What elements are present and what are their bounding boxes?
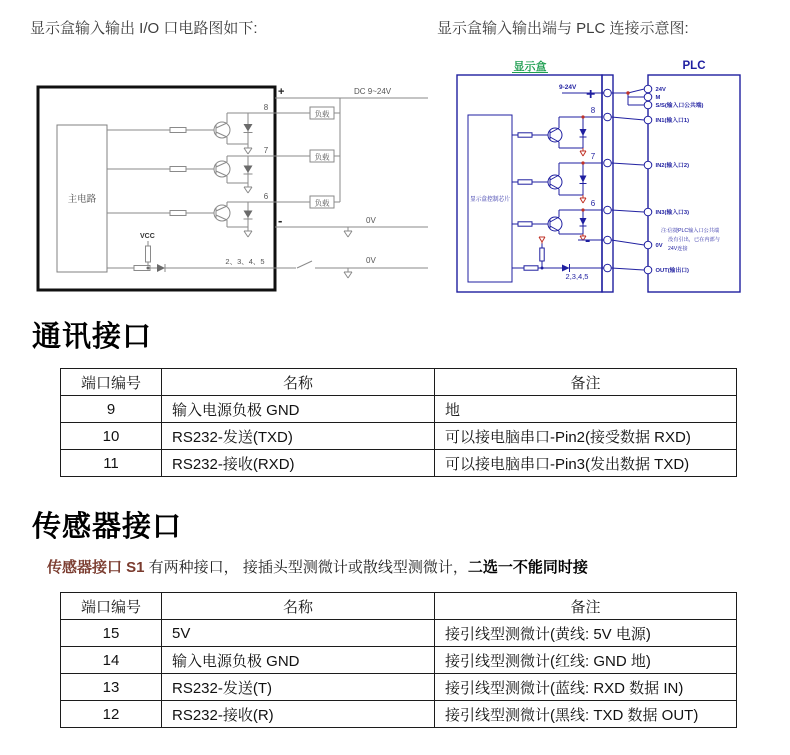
- plus-terminal-label: +: [586, 86, 596, 103]
- cell-name: RS232-接收(R): [162, 701, 435, 728]
- cell-note: 接引线型测微计(红线: GND 地): [435, 647, 737, 674]
- plc-pin-label: IN1(输入口1): [655, 118, 689, 124]
- plc-note-line: 没有引出，已在内部与: [668, 237, 720, 243]
- cell-note: 接引线型测微计(黑线: TXD 数据 OUT): [435, 701, 737, 728]
- cell-note: 接引线型测微计(黄线: 5V 电源): [435, 620, 737, 647]
- diode-icon: [244, 166, 253, 175]
- header-port-number: 端口编号: [61, 593, 162, 620]
- cell-note: 接引线型测微计(蓝线: RXD 数据 IN): [435, 674, 737, 701]
- cell-name: RS232-接收(RXD): [162, 450, 435, 477]
- plc-connection-wires: [611, 89, 644, 270]
- external-wiring: [107, 98, 428, 278]
- ground-icon: [344, 268, 352, 278]
- header-name: 名称: [162, 369, 435, 396]
- transistor-unit-icon: [107, 156, 275, 193]
- cell-name: 输入电源负极 GND: [162, 647, 435, 674]
- sensor-port-table: [60, 592, 737, 728]
- ground-icon: [580, 148, 586, 156]
- vcc-label: VCC: [140, 233, 155, 240]
- load-label: 负载: [314, 109, 330, 119]
- display-box: [457, 75, 613, 292]
- cell-note: 地: [435, 396, 737, 423]
- cell-note: 可以接电脑串口-Pin3(发出数据 TXD): [435, 450, 737, 477]
- plc-title: PLC: [682, 60, 706, 72]
- main-circuit-label: 主电路: [67, 194, 97, 205]
- diode-icon: [580, 129, 587, 137]
- plc-note: [661, 226, 720, 252]
- io-circuit-diagram: [30, 80, 430, 295]
- pin8-label: 8: [590, 106, 596, 115]
- diode-icon: [562, 264, 570, 272]
- caption-io-circuit: 显示盒输入输出 I/O 口电路图如下:: [30, 20, 258, 37]
- comm-port-table: [60, 368, 737, 477]
- cell-name: 输入电源负极 GND: [162, 396, 435, 423]
- plc-pin-label: IN3(输入口3): [655, 210, 689, 216]
- sensor-intro-mid: 有两种接口， 接插头型测微计或散线型测微计，: [144, 559, 468, 576]
- minus-terminal-label: -: [585, 232, 591, 249]
- plc-pin-label: M: [655, 95, 661, 101]
- plc-pin-label: OUT(输出口): [655, 268, 689, 274]
- cell-port: 12: [61, 701, 162, 728]
- load-label: 负载: [314, 198, 330, 208]
- plc-pin-label: 24V: [655, 87, 666, 93]
- plc-pin-label: 0V: [655, 243, 663, 249]
- cell-name: RS232-发送(TXD): [162, 423, 435, 450]
- bottom-pins-label: 2、3、4、5: [225, 257, 265, 266]
- sensor-intro-lead: 传感器接口 S1: [47, 559, 145, 576]
- table-row: [61, 620, 737, 647]
- table-row: [61, 450, 737, 477]
- cell-port: 13: [61, 674, 162, 701]
- load-label: 负载: [314, 152, 330, 162]
- control-chip-box: [468, 115, 512, 282]
- display-box-title: 显示盒: [513, 61, 547, 73]
- ground-icon: [244, 227, 252, 237]
- table-row: [61, 423, 737, 450]
- diode-icon: [580, 218, 587, 226]
- ground-icon: [244, 144, 252, 154]
- minus-terminal-label: -: [278, 213, 283, 228]
- ground-icon: [244, 183, 252, 193]
- zero-v-label: 0V: [366, 216, 376, 225]
- caption-plc-connection: 显示盒输入输出端与 PLC 连接示意图:: [437, 20, 689, 37]
- cell-name: 5V: [162, 620, 435, 647]
- header-note: 备注: [435, 369, 737, 396]
- terminal-strip: [602, 75, 613, 292]
- pin6-label: 6: [590, 199, 596, 208]
- ground-icon: [539, 237, 545, 244]
- cell-port: 9: [61, 396, 162, 423]
- dc-supply-label: DC 9~24V: [354, 87, 392, 96]
- table-row: [61, 701, 737, 728]
- table-row: [61, 647, 737, 674]
- header-note: 备注: [435, 593, 737, 620]
- ground-icon: [580, 195, 586, 203]
- sensor-intro-tail: 二选一不能同时接: [467, 559, 588, 576]
- table-header-row: [61, 369, 737, 396]
- diode-icon: [580, 176, 587, 184]
- cell-port: 14: [61, 647, 162, 674]
- pin6-label: 6: [263, 192, 269, 201]
- comm-section-heading: 通讯接口: [32, 321, 153, 353]
- cell-note: 可以接电脑串口-Pin2(接受数据 RXD): [435, 423, 737, 450]
- diode-icon: [244, 211, 253, 220]
- pin7-label: 7: [263, 146, 269, 155]
- pin7-label: 7: [590, 152, 596, 161]
- ground-icon: [344, 227, 352, 237]
- sensor-section-heading: 传感器接口: [32, 511, 183, 543]
- cell-port: 10: [61, 423, 162, 450]
- cell-port: 11: [61, 450, 162, 477]
- pin8-label: 8: [263, 103, 269, 112]
- table-header-row: [61, 593, 737, 620]
- control-chip-label: 显示盒控制芯片: [470, 197, 513, 203]
- plc-note-line: 24V连接: [668, 246, 688, 252]
- bottom-pins-label: 2,3,4,5: [565, 272, 589, 281]
- plc-pin-label: S/S(输入口公共端): [655, 103, 704, 109]
- transistor-unit-icon: [107, 113, 275, 154]
- diode-icon: [244, 124, 253, 133]
- diode-icon: [157, 264, 165, 272]
- table-row: [61, 674, 737, 701]
- supply-label: 9-24V: [559, 84, 577, 91]
- main-circuit-box: [57, 125, 107, 272]
- header-port-number: 端口编号: [61, 369, 162, 396]
- cell-port: 15: [61, 620, 162, 647]
- transistor-unit-icon: [512, 115, 602, 156]
- plc-note-line: 注:信捷PLC输入口公共端: [661, 228, 720, 234]
- plc-pin-label: IN2(输入口2): [655, 163, 689, 169]
- sensor-intro-text: [47, 556, 588, 577]
- cell-name: RS232-发送(T): [162, 674, 435, 701]
- plc-connection-diagram: [450, 58, 750, 303]
- transistor-unit-icon: [107, 202, 275, 237]
- transistor-unit-icon: [512, 161, 602, 203]
- plus-terminal-label: +: [278, 86, 285, 98]
- table-row: [61, 396, 737, 423]
- header-name: 名称: [162, 593, 435, 620]
- terminal-circles: [604, 85, 652, 274]
- zero-v-label: 0V: [366, 256, 376, 265]
